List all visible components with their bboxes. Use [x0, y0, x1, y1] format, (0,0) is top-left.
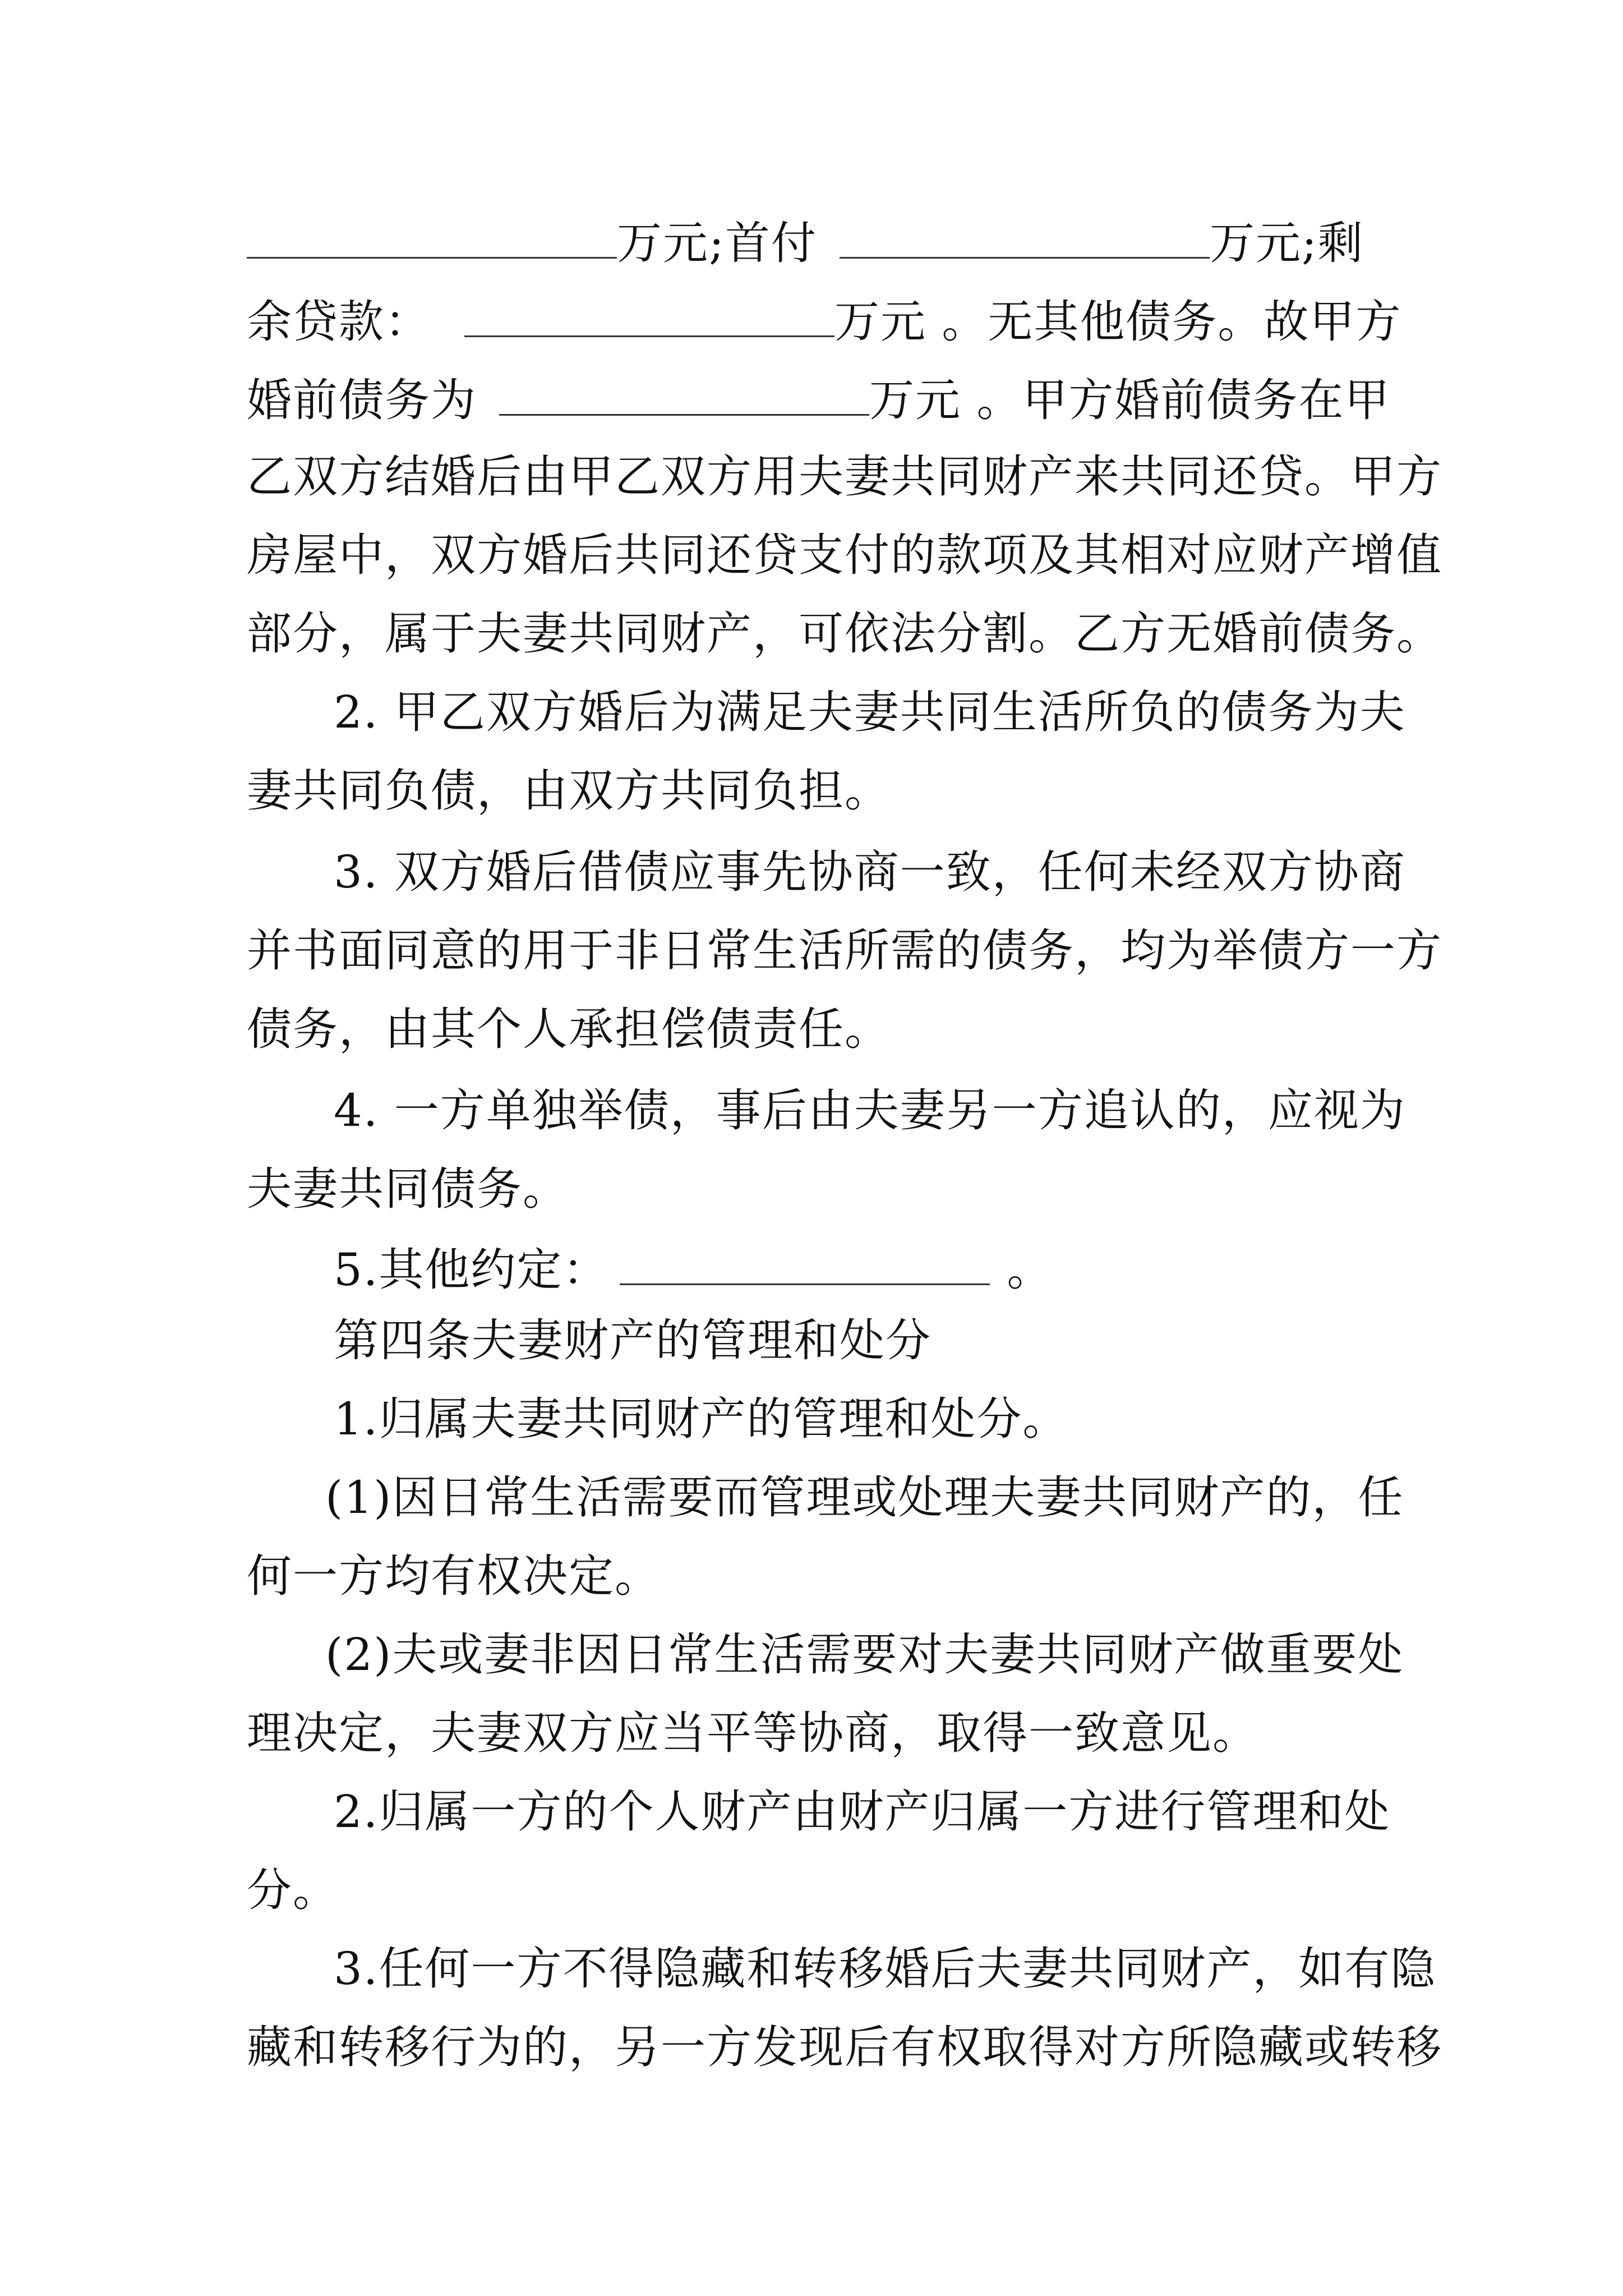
- text-line: 藏和转移行为的，另一方发现后有权取得对方所隐藏或转移: [247, 2021, 1442, 2073]
- section-heading: 第四条夫妻财产的管理和处分: [334, 1314, 932, 1366]
- text-line: 2.归属一方的个人财产由财产归属一方进行管理和处: [334, 1786, 1391, 1838]
- text-line: 房屋中，双方婚后共同还贷支付的款项及其相对应财产增值: [247, 529, 1442, 581]
- text-line: 妻共同负债，由双方共同负担。: [247, 765, 891, 817]
- text-line: 部分，属于夫妻共同财产，可依法分割。乙方无婚前债务。: [247, 608, 1442, 660]
- text-line: [247, 213, 1364, 269]
- line-text: 万元 。无其他债务。故甲方: [834, 296, 1402, 348]
- text-line: [334, 1240, 1053, 1296]
- text-line: (1)因日常生活需要而管理或处理夫妻共同财产的，任: [325, 1471, 1404, 1524]
- line-text: 余贷款：: [247, 296, 431, 348]
- text-line: 3.任何一方不得隐藏和转移婚后夫妻共同财产，如有隐: [334, 1943, 1437, 1995]
- line-text: 5.其他约定：: [334, 1244, 609, 1296]
- fill-in-blank: [840, 213, 1210, 259]
- text-line: 分。: [247, 1864, 339, 1916]
- fill-in-blank: [247, 213, 617, 259]
- line-text: 万元 。甲方婚前债务在甲: [869, 374, 1391, 426]
- text-line: (2)夫或妻非因日常生活需要对夫妻共同财产做重要处: [325, 1628, 1404, 1681]
- line-text: 万元;剩: [1209, 217, 1364, 269]
- text-line: [247, 292, 1401, 348]
- text-line: 1.归属夫妻共同财产的管理和处分。: [334, 1393, 1069, 1445]
- text-line: 4. 一方单独举债，事后由夫妻另一方追认的，应视为: [334, 1084, 1406, 1137]
- text-line: 并书面同意的用于非日常生活所需的债务，均为举债方一方: [247, 924, 1442, 977]
- fill-in-blank: [464, 292, 834, 337]
- text-line: 夫妻共同债务。: [247, 1163, 569, 1215]
- text-line: 理决定，夫妻双方应当平等协商，取得一致意见。: [247, 1707, 1258, 1759]
- line-text: 。: [1007, 1244, 1053, 1296]
- text-line: 何一方均有权决定。: [247, 1550, 661, 1602]
- text-line: [247, 370, 1390, 426]
- fill-in-blank: [620, 1240, 990, 1285]
- text-line: 乙双方结婚后由甲乙双方用夫妻共同财产来共同还贷。甲方: [247, 450, 1442, 503]
- fill-in-blank: [499, 370, 869, 416]
- text-line: 债务，由其个人承担偿债责任。: [247, 1003, 891, 1055]
- text-line: 3. 双方婚后借债应事先协商一致，任何未经双方协商: [334, 846, 1406, 898]
- line-text: 万元;首付: [617, 217, 817, 269]
- text-line: 2. 甲乙双方婚后为满足夫妻共同生活所负的债务为夫: [334, 686, 1406, 738]
- line-text: 婚前债务为: [247, 374, 477, 426]
